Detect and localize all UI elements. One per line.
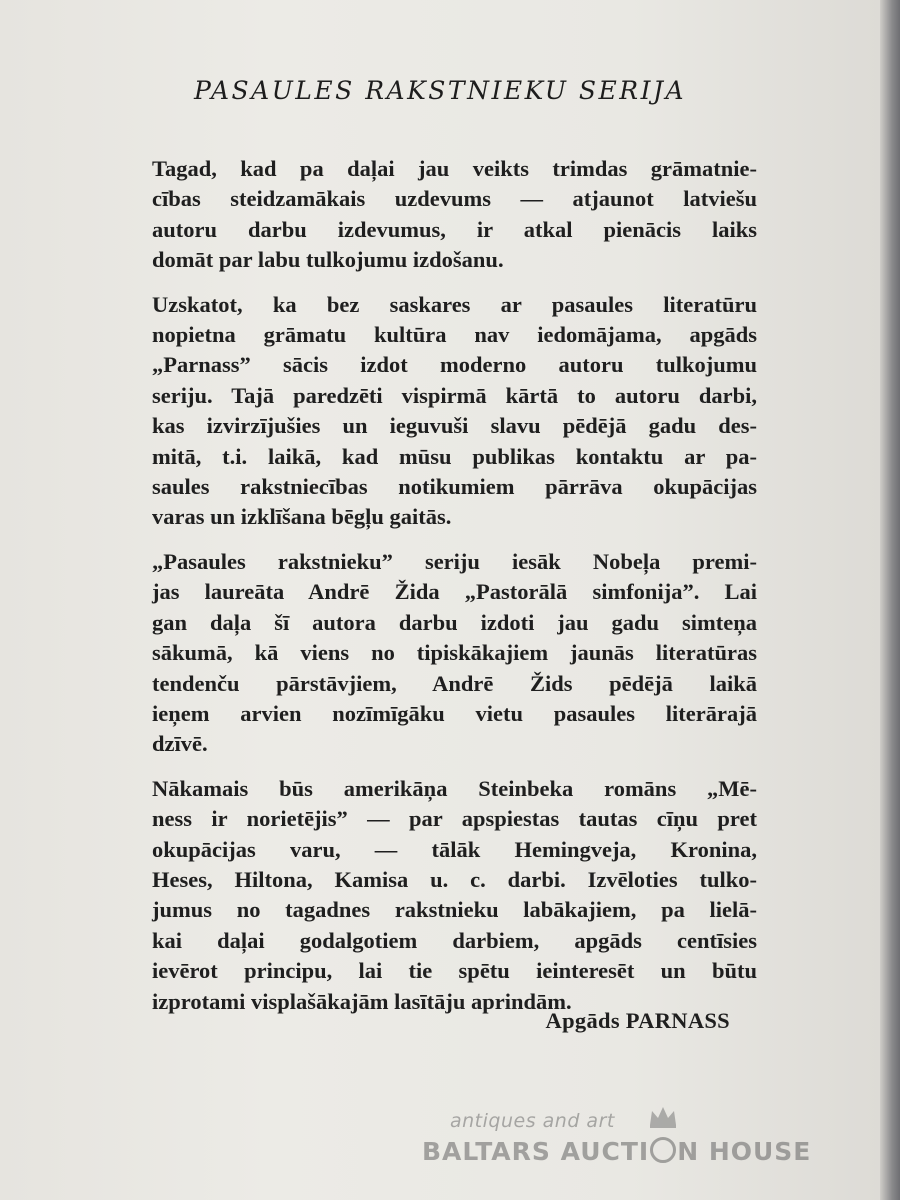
- text-line: seriju. Tajā paredzēti vispirmā kārtā to autoru darbi,: [152, 382, 757, 408]
- text-line: domāt par labu tulkojumu izdošanu.: [152, 247, 504, 273]
- text-line: „Pasaules rakstnieku” seriju iesāk Nobeļa premi-: [152, 548, 757, 574]
- text-line: tendenču pārstāvjiem, Andrē Žids pēdējā laikā: [152, 670, 757, 696]
- watermark-name: [422, 1137, 811, 1166]
- text-line: Nākamais būs amerikāņa Steinbeka romāns „Mē-: [152, 775, 757, 801]
- text-line: izprotami visplašākajām lasītāju aprindām.: [152, 988, 572, 1014]
- text-line: mitā, t.i. laikā, kad mūsu publikas kontaktu ar pa-: [152, 443, 757, 469]
- text-line: Uzskatot, ka bez saskares ar pasaules literatūru: [152, 291, 757, 317]
- crown-icon: [648, 1105, 678, 1129]
- text-line: saules rakstniecības notikumiem pārrāva okupācijas: [152, 474, 757, 500]
- text-line: jumus no tagadnes rakstnieku labākajiem, pa lielā-: [152, 897, 757, 923]
- text-line: ieņem arvien nozīmīgāku vietu pasaules literārajā: [152, 700, 757, 726]
- watermark-name-part1: BALTARS AUCTI: [422, 1137, 650, 1166]
- text-line: „Parnass” sācis izdot moderno autoru tulkojumu: [152, 352, 757, 378]
- text-line: autoru darbu izdevumus, ir atkal pienācis laiks: [152, 216, 757, 242]
- text-line: nopietna grāmatu kultūra nav iedomājama, apgāds: [152, 322, 757, 348]
- text-line: ievērot principu, lai tie spētu ieinteresēt un būtu: [152, 958, 757, 984]
- text-line: ness ir norietējis” — par apspiestas tautas cīņu pret: [152, 806, 757, 832]
- text-line: cības steidzamākais uzdevums — atjaunot latviešu: [152, 186, 757, 212]
- text-line: dzīvē.: [152, 731, 208, 757]
- paragraph-2: [152, 290, 757, 533]
- text-line: varas un izklīšana bēgļu gaitās.: [152, 504, 452, 530]
- watermark-name-part2: N HOUSE: [677, 1137, 812, 1166]
- page-edge: [880, 0, 900, 1200]
- text-line: jas laureāta Andrē Žida „Pastorālā simfonija”. Lai: [152, 579, 757, 605]
- text-line: gan daļa šī autora darbu izdoti jau gadu simteņa: [152, 609, 757, 635]
- text-line: Tagad, kad pa daļai jau veikts trimdas grāmatnie-: [152, 156, 757, 181]
- paragraph-3: [152, 547, 757, 760]
- text-line: kas izvirzījušies un ieguvuši slavu pēdējā gadu des-: [152, 413, 757, 439]
- paragraph-1: [152, 154, 757, 276]
- page-heading: PASAULES RAKSTNIEKU SERIJA: [193, 76, 687, 105]
- text-line: Heses, Hiltona, Kamisa u. c. darbi. Izvēloties tulko-: [152, 866, 757, 892]
- watermark-subtitle: antiques and art: [450, 1110, 615, 1132]
- text-line: kai daļai godalgotiem darbiem, apgāds centīsies: [152, 927, 757, 953]
- watermark-o-circle: [650, 1137, 676, 1163]
- text-line: okupācijas varu, — tālāk Hemingveja, Kronina,: [152, 836, 757, 862]
- text-line: sākumā, kā viens no tipiskākajiem jaunās literatūras: [152, 640, 757, 666]
- auction-house-watermark: [400, 1105, 840, 1185]
- body-text: [152, 154, 757, 1017]
- paragraph-4: [152, 774, 757, 1017]
- publisher-signature: Apgāds PARNASS: [545, 1008, 730, 1033]
